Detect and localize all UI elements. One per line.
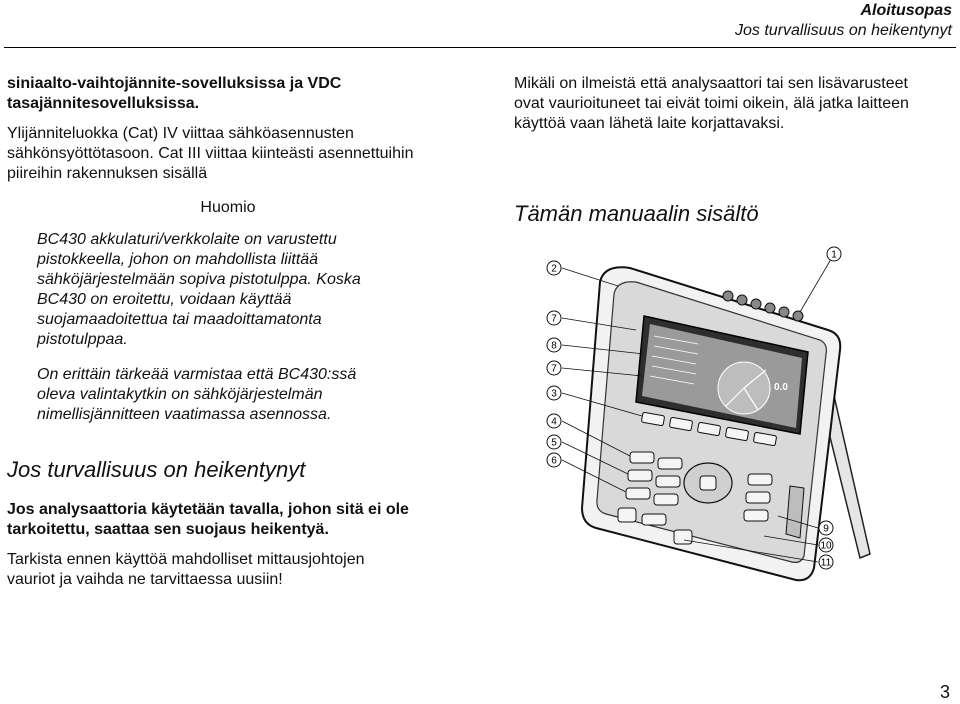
text-line: siniaalto-vaihtojännite-sovelluksissa ja VDC: [7, 75, 342, 92]
page-number: 3: [939, 682, 950, 702]
inspection-paragraph: [7, 550, 457, 590]
callouts-left: [547, 261, 561, 467]
note-title: Huomio: [200, 199, 256, 216]
text-line: oleva valintakytkin on sähköjärjestelmän: [37, 386, 323, 403]
text-line: BC430 on eroitettu, voidaan käyttää: [37, 291, 292, 308]
text-line: pistokkeella, johon on mahdollista liittää: [37, 251, 319, 268]
text-line: vauriot ja vaihda ne tarvittaessa uusiin!: [7, 571, 283, 588]
analyzer-illustration: [538, 238, 878, 598]
text-line: BC430 akkulaturi/verkkolaite on varustettu: [37, 231, 337, 248]
text-line: On erittäin tärkeää varmistaa että BC430:ssä: [37, 366, 357, 383]
callout-label: 3: [551, 388, 557, 400]
utility-keys: [744, 474, 772, 521]
note-paragraph-2: [37, 365, 457, 425]
text-line: pistotulppaa.: [37, 331, 128, 348]
text-line: Jos analysaattoria käytetään tavalla, johon sitä ei ole: [7, 501, 409, 518]
header-rule: [4, 47, 956, 48]
text-line: sähkönsyöttötasoon. Cat III viittaa kiinteästi asennettuihin: [7, 145, 414, 162]
text-line: tarkoitettu, saattaa sen suojaus heikentyä.: [7, 521, 329, 538]
callout-label: 9: [823, 523, 829, 535]
warning-paragraph: [7, 500, 457, 540]
contents-heading: Tämän manuaalin sisältö: [514, 201, 759, 226]
text-line: nimellisjännitteen vaatimassa asennossa.: [37, 406, 332, 423]
callout-label: 7: [551, 313, 557, 325]
text-line: suojamaadoitettua tai maadoittamatonta: [37, 311, 322, 328]
callout-label: 11: [820, 557, 832, 569]
text-line: Ylijänniteluokka (Cat) IV viittaa sähköasennusten: [7, 125, 354, 142]
text-line: ovat vaurioituneet tai eivät toimi oikein, älä jatka laitteen: [514, 95, 909, 112]
callout-label: 4: [551, 416, 557, 428]
damage-paragraph: [514, 74, 954, 134]
note-paragraph-1: [37, 230, 457, 350]
text-line: sähköjärjestelmään sopiva pistotulppa. Koska: [37, 271, 361, 288]
category-paragraph: [7, 124, 447, 184]
callout-label: 8: [551, 340, 557, 352]
text-line: tasajännitesovelluksissa.: [7, 95, 200, 112]
callout-label: 6: [551, 455, 557, 467]
callout-label: 5: [551, 437, 557, 449]
text-line: Tarkista ennen käyttöä mahdolliset mittausjohtojen: [7, 551, 365, 568]
callout-label: 1: [831, 249, 837, 261]
callout-label: 10: [820, 540, 832, 552]
intro-paragraph: [7, 74, 447, 114]
callout-label: 2: [551, 263, 557, 275]
text-line: Mikäli on ilmeistä että analysaattori tai sen lisävarusteet: [514, 75, 908, 92]
running-header-subtitle: Jos turvallisuus on heikentynyt: [735, 22, 952, 39]
running-header-title: Aloitusopas: [860, 2, 952, 19]
section-heading: Jos turvallisuus on heikentynyt: [7, 457, 306, 482]
text-line: piireihin rakennuksen sisällä: [7, 165, 208, 182]
callout-label: 7: [551, 363, 557, 375]
screen-reading-value: 0.0: [774, 382, 788, 393]
text-line: käyttöä vaan lähetä laite korjattavaksi.: [514, 115, 785, 132]
